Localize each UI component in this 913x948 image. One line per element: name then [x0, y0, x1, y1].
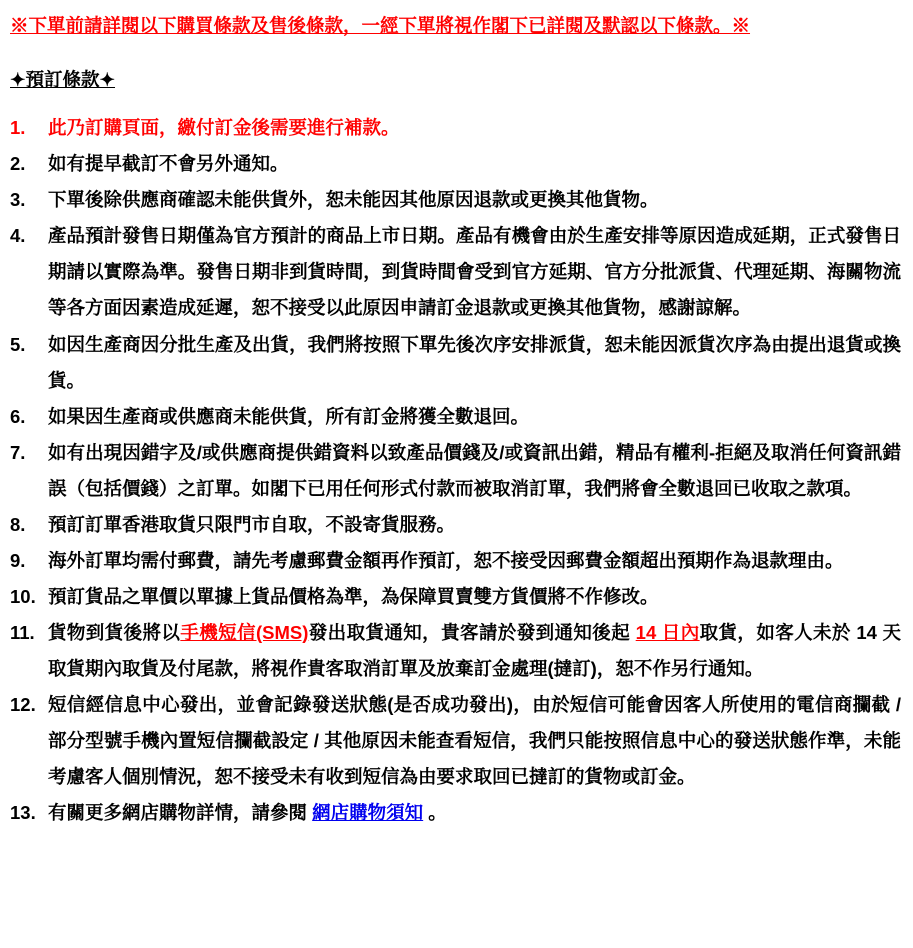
term-text-segment: 貨物到貨後將以	[48, 622, 181, 643]
term-number: 2.	[10, 153, 26, 175]
term-number: 8.	[10, 513, 26, 535]
term-item	[10, 795, 901, 831]
term-number: 4.	[10, 225, 26, 247]
term-item	[10, 146, 901, 182]
term-text-segment: 下單後除供應商確認未能供貨外，恕未能因其他原因退款或更換其他貨物。	[48, 189, 659, 211]
term-text	[48, 327, 901, 399]
term-number: 10.	[10, 585, 36, 607]
term-number: 1.	[10, 117, 26, 139]
term-text-segment: 如果因生產商或供應商未能供貨，所有訂金將獲全數退回。	[48, 405, 530, 427]
term-number: 11.	[10, 622, 35, 643]
term-text	[48, 795, 901, 831]
term-item	[10, 507, 901, 543]
term-text	[48, 182, 901, 218]
term-text	[48, 435, 901, 507]
term-item	[10, 182, 901, 218]
term-text-segment: 此乃訂購頁面，繳付訂金後需要進行補款。	[48, 117, 400, 139]
term-item	[10, 399, 901, 435]
term-item	[10, 579, 901, 615]
term-text-segment: 如因生產商因分批生產及出貨，我們將按照下單先後次序安排派貨，恕未能因派貨次序為由提出退貨或換貨。	[48, 333, 901, 391]
term-number: 5.	[10, 333, 26, 355]
store-shopping-guide-link[interactable]: 網店購物須知	[312, 802, 424, 824]
term-item	[10, 435, 901, 507]
term-text-segment: 取貨，如客人未於 14 天取貨期內取貨及付尾款，將視作貴客取消訂單及放棄訂金處理(撻訂)，恕不作另行通知。	[48, 622, 901, 680]
term-text	[48, 543, 901, 579]
highlighted-term-text: 14 日內	[635, 622, 700, 643]
term-text	[48, 146, 901, 182]
term-text-segment: 短信經信息中心發出，並會記錄發送狀態(是否成功發出)，由於短信可能會因客人所使用的電信商攔截 / 部分型號手機內置短信攔截設定 / 其他原因未能查看短信，我們只能按照信息中心的發送狀態作準，未能考慮客人個別情況，恕不接受未有收到短信為由要求取回已撻訂的貨物或訂金。	[48, 694, 901, 788]
term-text	[48, 399, 901, 435]
term-text-segment: 有關更多網店購物詳情，請參閱	[48, 802, 313, 824]
section-title-preorder-terms: ✦預訂條款✦	[10, 69, 116, 91]
term-item	[10, 687, 901, 795]
term-text-segment: 如有提早截訂不會另外通知。	[48, 153, 289, 175]
term-text-segment: 發出取貨通知，貴客請於發到通知後起	[308, 622, 636, 643]
term-text	[48, 507, 901, 543]
term-text	[48, 687, 901, 795]
terms-list	[10, 110, 901, 831]
term-text-segment: 如有出現因錯字及/或供應商提供錯資料以致產品價錢及/或資訊出錯，精品有權利-拒絕及取消任何資訊錯誤（包括價錢）之訂單。如閣下已用任何形式付款而被取消訂單，我們將會全數退回已收取之款項。	[48, 441, 901, 499]
term-text	[48, 579, 901, 615]
term-number: 6.	[10, 405, 26, 427]
term-item	[10, 327, 901, 399]
term-text-segment: 海外訂單均需付郵費，請先考慮郵費金額再作預訂，恕不接受因郵費金額超出預期作為退款理由。	[48, 549, 844, 571]
top-warning-notice: ※下單前請詳閱以下購買條款及售後條款，一經下單將視作閣下已詳閱及默認以下條款。※	[10, 15, 751, 36]
term-text	[48, 218, 901, 326]
term-number: 3.	[10, 189, 26, 211]
term-text-segment: 。	[423, 802, 447, 824]
term-item	[10, 110, 901, 146]
term-item	[10, 218, 901, 326]
term-item	[10, 615, 901, 687]
term-text	[48, 615, 901, 687]
term-number: 9.	[10, 549, 26, 571]
term-text-segment: 預訂訂單香港取貨只限門市自取，不設寄貨服務。	[48, 513, 456, 535]
term-number: 12.	[10, 694, 36, 716]
term-text	[48, 110, 901, 146]
term-item	[10, 543, 901, 579]
term-number: 7.	[10, 441, 26, 463]
highlighted-term-text: 手機短信(SMS)	[180, 622, 309, 643]
term-text-segment: 產品預計發售日期僅為官方預計的商品上市日期。產品有機會由於生產安排等原因造成延期，正式發售日期請以實際為準。發售日期非到貨時間，到貨時間會受到官方延期、官方分批派貨、代理延期、海關物流等各方面因素造成延遲，恕不接受以此原因申請訂金退款或更換其他貨物，感謝諒解。	[48, 225, 901, 319]
term-number: 13.	[10, 802, 36, 824]
term-text-segment: 預訂貨品之單價以單據上貨品價格為準，為保障買賣雙方貨價將不作修改。	[48, 585, 659, 607]
